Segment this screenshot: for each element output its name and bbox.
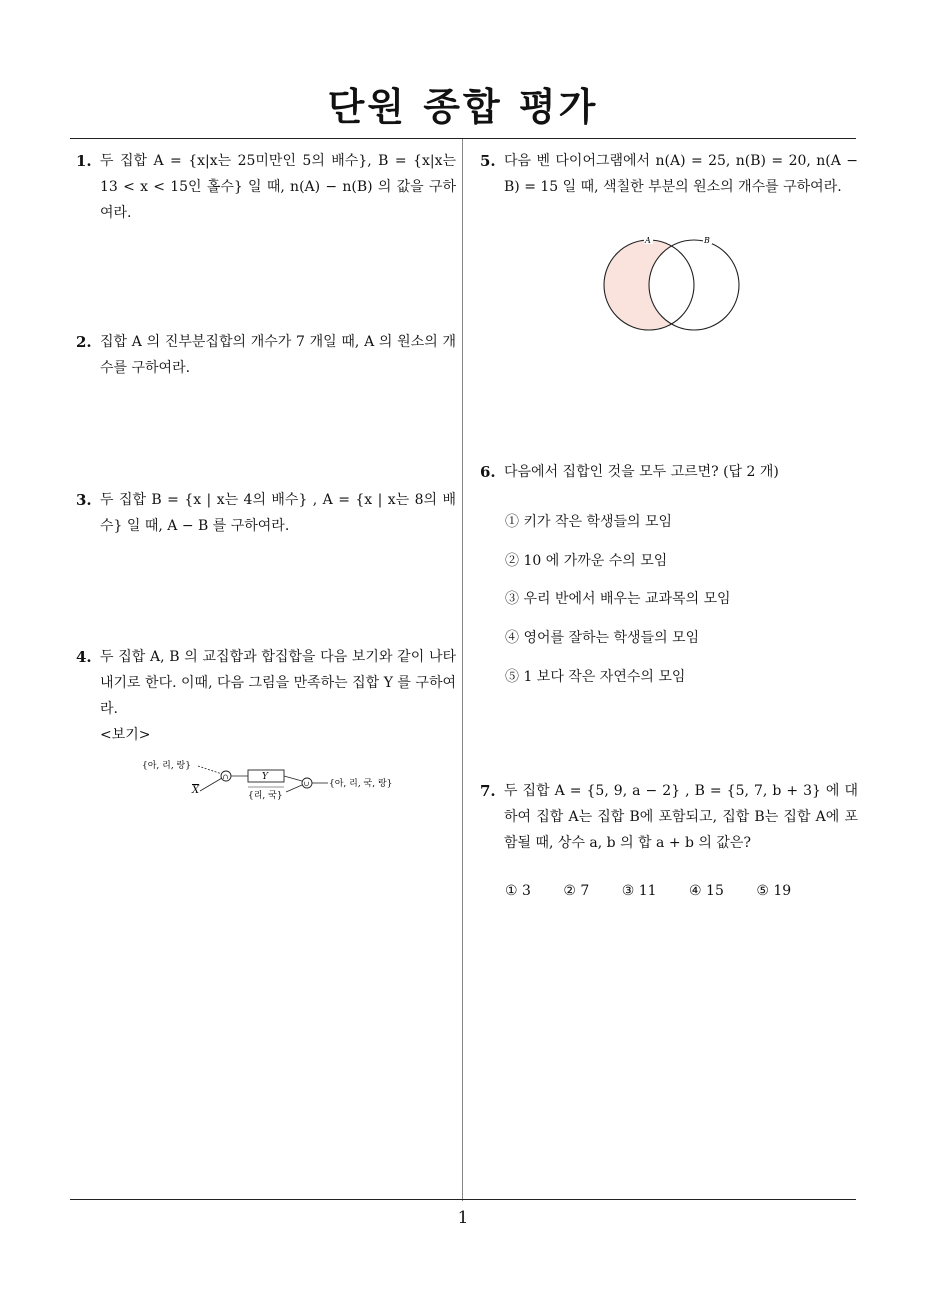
q6-option-4: ④ 영어를 잘하는 학생들의 모임: [505, 630, 700, 646]
question-2: [76, 329, 456, 381]
q7-choice-3: ③ 11: [621, 883, 657, 899]
question-number: 2.: [76, 333, 92, 351]
union-symbol: ∪: [303, 780, 310, 788]
q7-choices: [505, 883, 819, 899]
y-label: Y: [262, 772, 268, 782]
question-text: 다음 벤 다이어그램에서 n(A) = 25, n(B) = 20, n(A − B) = 15 일 때, 색칠한 부분의 원소의 개수를 구하여라.: [504, 153, 858, 195]
question-text: 두 집합 A = {x|x는 25미만인 5의 배수}, B = {x|x는 13 < x < 15인 홀수} 일 때, n(A) − n(B) 의 값을 구하여라.: [100, 153, 456, 221]
q6-option-5: ⑤ 1 보다 작은 자연수의 모임: [505, 669, 686, 685]
example-label: <보기>: [100, 727, 151, 743]
question-number: 1.: [76, 152, 92, 170]
x-label: X: [192, 785, 200, 796]
question-number: 6.: [480, 463, 496, 481]
connector-line: [200, 778, 222, 791]
question-text: 두 집합 A, B 의 교집합과 합집합을 다음 보기와 같이 나타내기로 한다. 이때, 다음 그림을 만족하는 집합 Y 를 구하여라.: [100, 649, 456, 717]
intersection-symbol: ∩: [222, 773, 229, 781]
question-number: 7.: [480, 782, 496, 800]
q6-option-1: ① 키가 작은 학생들의 모임: [505, 514, 673, 530]
question-text: 집합 A 의 진부분집합의 개수가 7 개일 때, A 의 원소의 개수를 구하여라.: [100, 334, 456, 376]
top-rule: [70, 138, 856, 139]
set-b-label: B: [704, 236, 710, 245]
bottom-rule: [70, 1199, 856, 1200]
question-number: 4.: [76, 648, 92, 666]
question-5: [480, 148, 858, 200]
question-text: 두 집합 B = {x | x는 4의 배수} , A = {x | x는 8의 배수} 일 때, A − B 를 구하여라.: [100, 492, 456, 534]
connector-line: [198, 766, 222, 774]
question-3: [76, 487, 456, 539]
q7-choice-4: ④ 15: [689, 883, 724, 899]
input-set-label: {아, 리, 랑}: [142, 761, 191, 771]
question-text: 두 집합 A = {5, 9, a − 2} , B = {5, 7, b + 3} 에 대하여 집합 A는 집합 B에 포함되고, 집합 B는 집합 A에 포함될 때, 상수 a, b 의 합 a + b 의 값은?: [504, 783, 858, 851]
venn-diagram: [596, 232, 766, 336]
result-set-label: {아, 리, 국, 랑}: [329, 779, 393, 789]
question-number: 5.: [480, 152, 496, 170]
q6-option-2: ② 10 에 가까운 수의 모임: [505, 553, 668, 569]
question-7: [480, 778, 858, 856]
page-number: 1: [457, 1208, 469, 1228]
second-set-label: {리, 국}: [248, 791, 283, 801]
q7-choice-2: ② 7: [563, 883, 590, 899]
question-1: [76, 148, 456, 226]
column-divider: [462, 139, 463, 1201]
question-6: [480, 459, 858, 485]
q7-choice-1: ① 3: [505, 883, 531, 899]
page-title: 단원 종합 평가: [327, 85, 599, 129]
q7-choice-5: ⑤ 19: [756, 883, 792, 899]
question-4: [76, 644, 456, 748]
connector-line: [286, 785, 302, 792]
set-operation-diagram: [140, 756, 420, 804]
connector-line: [284, 776, 302, 781]
question-number: 3.: [76, 491, 92, 509]
q6-option-3: ③ 우리 반에서 배우는 교과목의 모임: [505, 591, 731, 607]
question-text: 다음에서 집합인 것을 모두 고르면? (답 2 개): [504, 464, 779, 480]
set-a-label: A: [645, 236, 651, 245]
